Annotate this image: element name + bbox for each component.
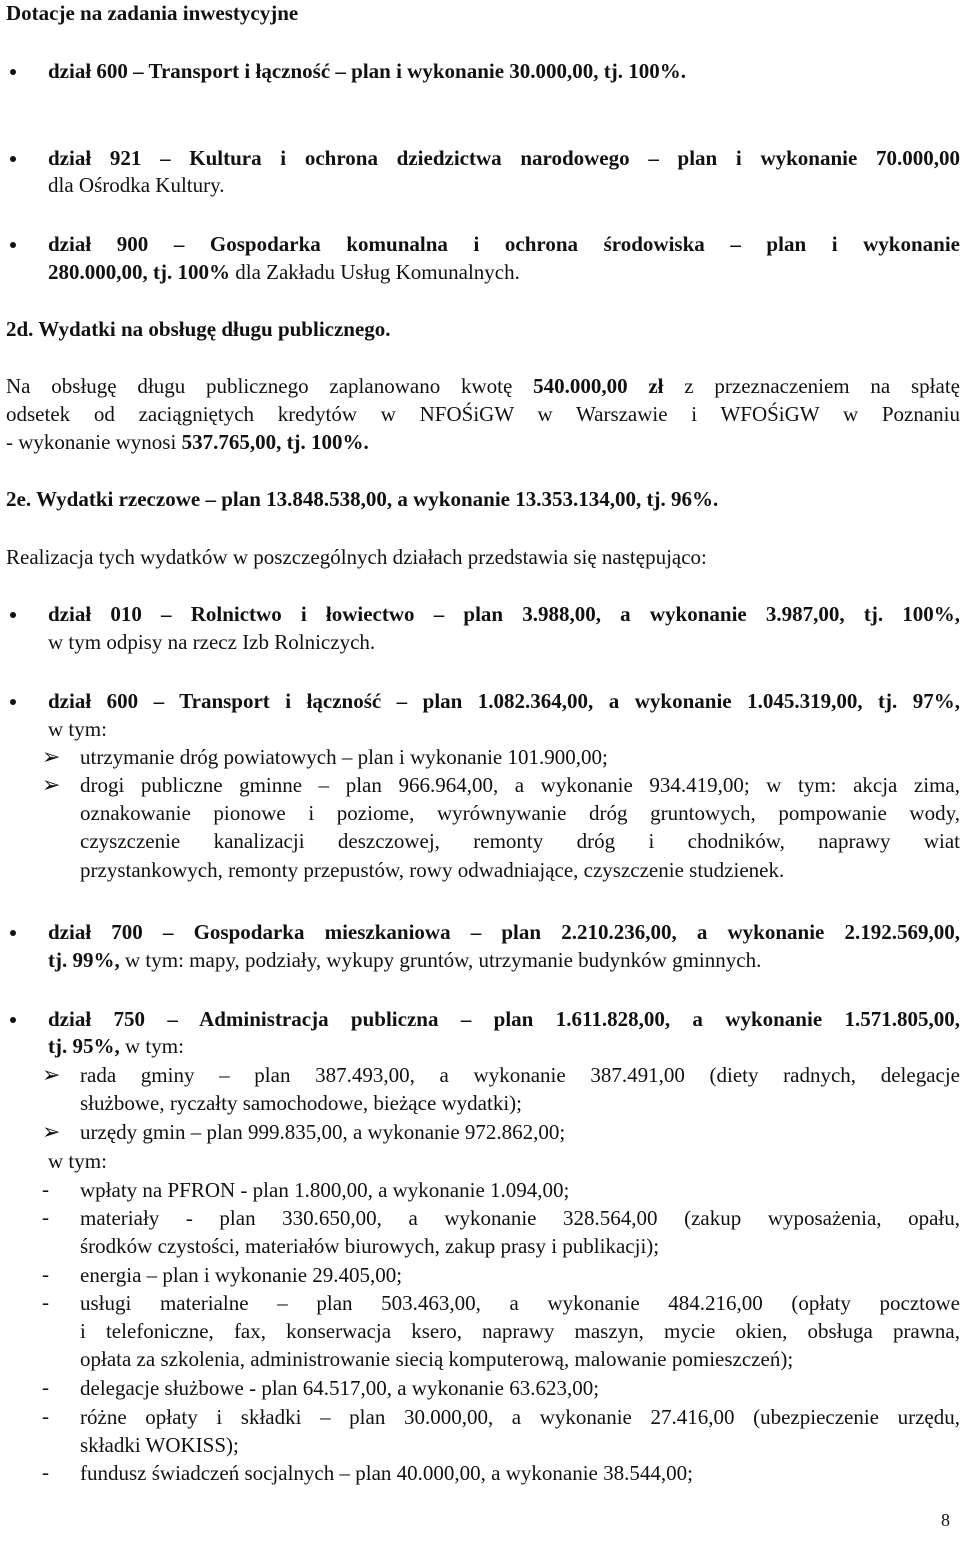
list-item: dział 921 – Kultura i ochrona dziedzictwa narodowego – plan i wykonanie 70.000,00 (48, 145, 960, 173)
sub-item-continuation: czyszczenie kanalizacji deszczowej, remonty dróg i chodników, naprawy wiat (80, 829, 960, 853)
dash-marker: - (42, 1177, 49, 1201)
cost-item: energia – plan i wykonanie 29.405,00; (80, 1263, 403, 1287)
cost-item: materiały - plan 330.650,00, a wykonanie 328.564,00 (zakup wyposażenia, opału, (80, 1206, 960, 1230)
list-item-continuation: w tym: (48, 717, 107, 741)
percent: tj. 95%, (48, 1034, 125, 1058)
paragraph-line (6, 429, 369, 457)
cost-item: różne opłaty i składki – plan 30.000,00, a wykonanie 27.416,00 (ubezpieczenie urzędu, (80, 1405, 960, 1429)
dash-marker: - (42, 1460, 49, 1484)
paragraph-line: Realizacja tych wydatków w poszczególnych działach przedstawia się następująco: (6, 545, 707, 569)
percent: tj. 99%, (48, 948, 125, 972)
list-item-continuation: dla Ośrodka Kultury. (48, 173, 225, 197)
list-item-continuation (48, 259, 520, 287)
dash-marker: - (42, 1375, 49, 1399)
list-item: dział 010 – Rolnictwo i łowiectwo – plan 3.988,00, a wykonanie 3.987,00, tj. 100%, (48, 601, 960, 629)
amount: 540.000,00 zł (533, 374, 685, 398)
text: z przeznaczeniem na spłatę (684, 374, 960, 398)
arrow-bullet-icon: ➢ (42, 744, 61, 769)
amount: 537.765,00, tj. 100%. (181, 430, 369, 454)
list-item: dział 700 – Gospodarka mieszkaniowa – plan 2.210.236,00, a wykonanie 2.192.569,00, (48, 919, 960, 947)
cost-item: delegacje służbowe - plan 64.517,00, a wykonanie 63.623,00; (80, 1376, 600, 1400)
list-item-continuation: w tym odpisy na rzecz Izb Rolniczych. (48, 630, 376, 654)
dash-marker: - (42, 1290, 49, 1314)
amount: 280.000,00, tj. 100% (48, 260, 236, 284)
page-number: 8 (941, 1510, 950, 1530)
cost-item: wpłaty na PFRON - plan 1.800,00, a wykonanie 1.094,00; (80, 1178, 570, 1202)
arrow-bullet-icon: ➢ (42, 1062, 61, 1087)
paragraph-line: odsetek od zaciągniętych kredytów w NFOŚiGW w Warszawie i WFOŚiGW w Poznaniu (6, 402, 960, 426)
cost-item-continuation: środków czystości, materiałów biurowych, zakup prasy i publikacji); (80, 1234, 660, 1258)
subheading: w tym: (48, 1149, 107, 1173)
text: Na obsługę długu publicznego zaplanowano kwotę (6, 374, 534, 398)
arrow-bullet-icon: ➢ (42, 772, 61, 797)
cost-item-continuation: składki WOKISS); (80, 1433, 239, 1457)
cost-item-continuation: opłata za szkolenia, administrowanie siecią komputerową, malowanie pomieszczeń); (80, 1347, 794, 1371)
list-item-continuation (48, 947, 761, 975)
list-item: dział 600 – Transport i łączność – plan 1.082.364,00, a wykonanie 1.045.319,00, tj. 97%, (48, 688, 960, 716)
section-2e-title: 2e. Wydatki rzeczowe – plan 13.848.538,00, a wykonanie 13.353.134,00, tj. 96%. (6, 487, 719, 511)
heading-investment-grants: Dotacje na zadania inwestycyjne (6, 1, 299, 25)
sub-item: drogi publiczne gminne – plan 966.964,00, a wykonanie 934.419,00; w tym: akcja zima, (80, 773, 960, 797)
dash-marker: - (42, 1262, 49, 1286)
sub-item: utrzymanie dróg powiatowych – plan i wykonanie 101.900,00; (80, 745, 608, 769)
dash-marker: - (42, 1404, 49, 1428)
sub-item-continuation: oznakowanie pionowe i poziome, wyrównywanie dróg gruntowych, pompowanie wody, (80, 801, 960, 825)
list-item-continuation (48, 1033, 184, 1061)
list-item: dział 900 – Gospodarka komunalna i ochrona środowiska – plan i wykonanie (48, 231, 960, 259)
cost-item: usługi materialne – plan 503.463,00, a wykonanie 484.216,00 (opłaty pocztowe (80, 1291, 960, 1315)
list-item: dział 750 – Administracja publiczna – plan 1.611.828,00, a wykonanie 1.571.805,00, (48, 1006, 960, 1034)
recipient: dla Zakładu Usług Komunalnych. (235, 260, 520, 284)
text: w tym: (125, 1034, 184, 1058)
sub-item-continuation: przystankowych, remonty przepustów, rowy odwadniające, czyszczenie studzienek. (80, 858, 785, 882)
cost-item-continuation: i telefoniczne, fax, konserwacja ksero, naprawy maszyn, mycie okien, obsługa prawna, (80, 1319, 960, 1343)
sub-item: rada gminy – plan 387.493,00, a wykonanie 387.491,00 (diety radnych, delegacje (80, 1063, 960, 1087)
section-2d-title: 2d. Wydatki na obsługę długu publicznego. (6, 317, 391, 341)
sub-item: urzędy gmin – plan 999.835,00, a wykonanie 972.862,00; (80, 1120, 566, 1144)
cost-item: fundusz świadczeń socjalnych – plan 40.000,00, a wykonanie 38.544,00; (80, 1461, 693, 1485)
text: - wykonanie wynosi (6, 430, 182, 454)
text: w tym: mapy, podziały, wykupy gruntów, utrzymanie budynków gminnych. (125, 948, 762, 972)
paragraph-line (6, 373, 960, 401)
dash-marker: - (42, 1205, 49, 1229)
list-item: dział 600 – Transport i łączność – plan i wykonanie 30.000,00, tj. 100%. (48, 58, 686, 86)
arrow-bullet-icon: ➢ (42, 1119, 61, 1144)
sub-item-continuation: służbowe, ryczałty samochodowe, bieżące wydatki); (80, 1091, 522, 1115)
